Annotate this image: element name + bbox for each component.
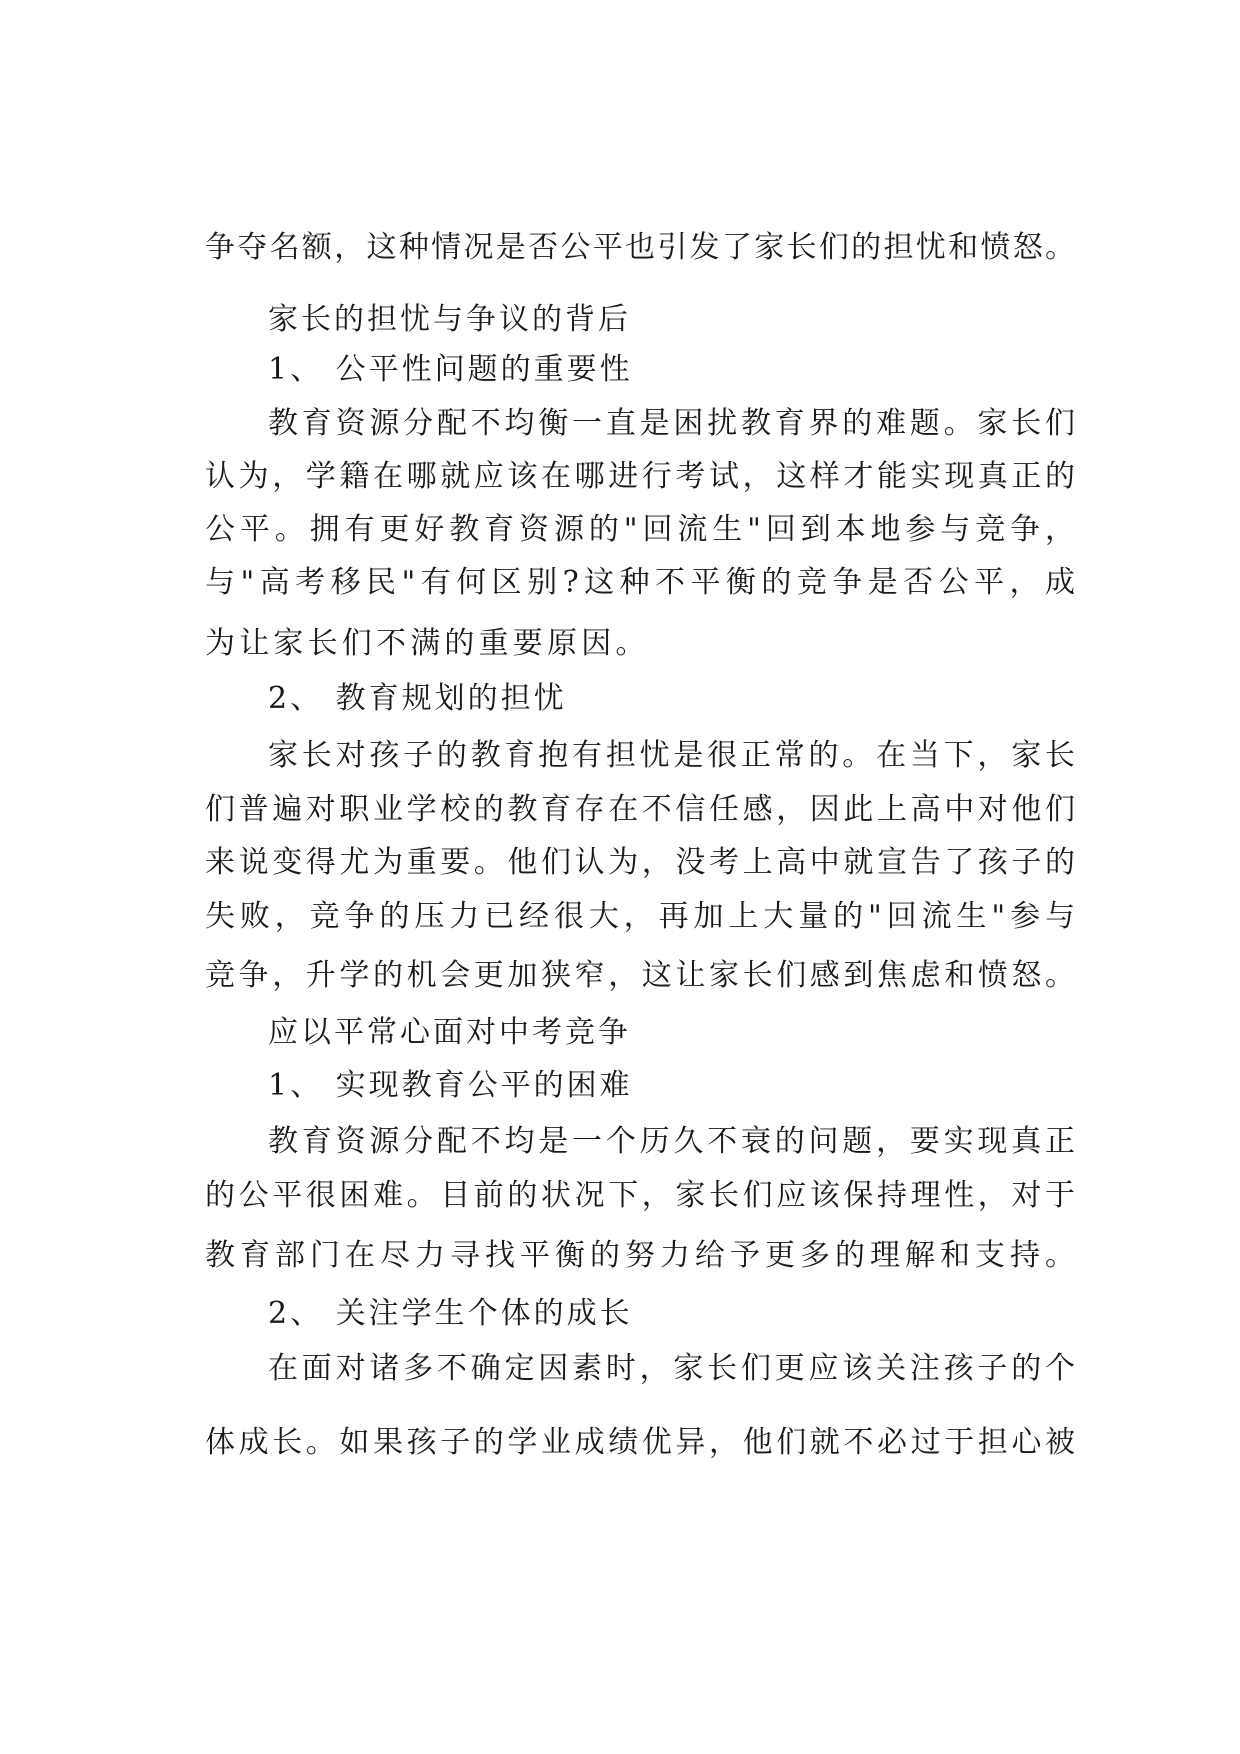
paragraph-line: 与"高考移民"有何区别?这种不平衡的竞争是否公平，成 (205, 565, 1075, 600)
subsection-heading: 2、 教育规划的担忧 (268, 681, 567, 716)
section-heading: 家长的担忧与争议的背后 (268, 302, 631, 337)
section-heading: 应以平常心面对中考竞争 (268, 1015, 631, 1050)
paragraph-line: 失败，竞争的压力已经很大，再加上大量的"回流生"参与 (205, 899, 1075, 934)
paragraph-line: 教育资源分配不均是一个历久不衰的问题，要实现真正 (268, 1124, 1075, 1159)
paragraph-line: 教育部门在尽力寻找平衡的努力给予更多的理解和支持。 (205, 1238, 1075, 1273)
subsection-heading: 1、 公平性问题的重要性 (268, 352, 633, 387)
paragraph-line: 公平。拥有更好教育资源的"回流生"回到本地参与竞争， (205, 512, 1075, 547)
paragraph-line: 在面对诸多不确定因素时，家长们更应该关注孩子的个 (268, 1351, 1075, 1386)
subsection-heading: 2、 关注学生个体的成长 (268, 1296, 633, 1331)
paragraph-line: 认为，学籍在哪就应该在哪进行考试，这样才能实现真正的 (205, 459, 1075, 494)
paragraph-line: 的公平很困难。目前的状况下，家长们应该保持理性，对于 (205, 1178, 1075, 1213)
paragraph-line: 们普遍对职业学校的教育存在不信任感，因此上高中对他们 (205, 792, 1075, 827)
paragraph-line: 来说变得尤为重要。他们认为，没考上高中就宣告了孩子的 (205, 845, 1075, 880)
paragraph-line: 争夺名额，这种情况是否公平也引发了家长们的担忧和愤怒。 (205, 230, 1075, 265)
paragraph-line: 体成长。如果孩子的学业成绩优异，他们就不必过于担心被 (205, 1425, 1075, 1460)
subsection-heading: 1、 实现教育公平的困难 (268, 1068, 633, 1103)
paragraph-line: 竞争，升学的机会更加狭窄，这让家长们感到焦虑和愤怒。 (205, 958, 1075, 993)
paragraph-line: 教育资源分配不均衡一直是困扰教育界的难题。家长们 (268, 406, 1075, 441)
paragraph-line: 家长对孩子的教育抱有担忧是很正常的。在当下，家长 (268, 738, 1075, 773)
paragraph-line: 为让家长们不满的重要原因。 (205, 626, 650, 661)
